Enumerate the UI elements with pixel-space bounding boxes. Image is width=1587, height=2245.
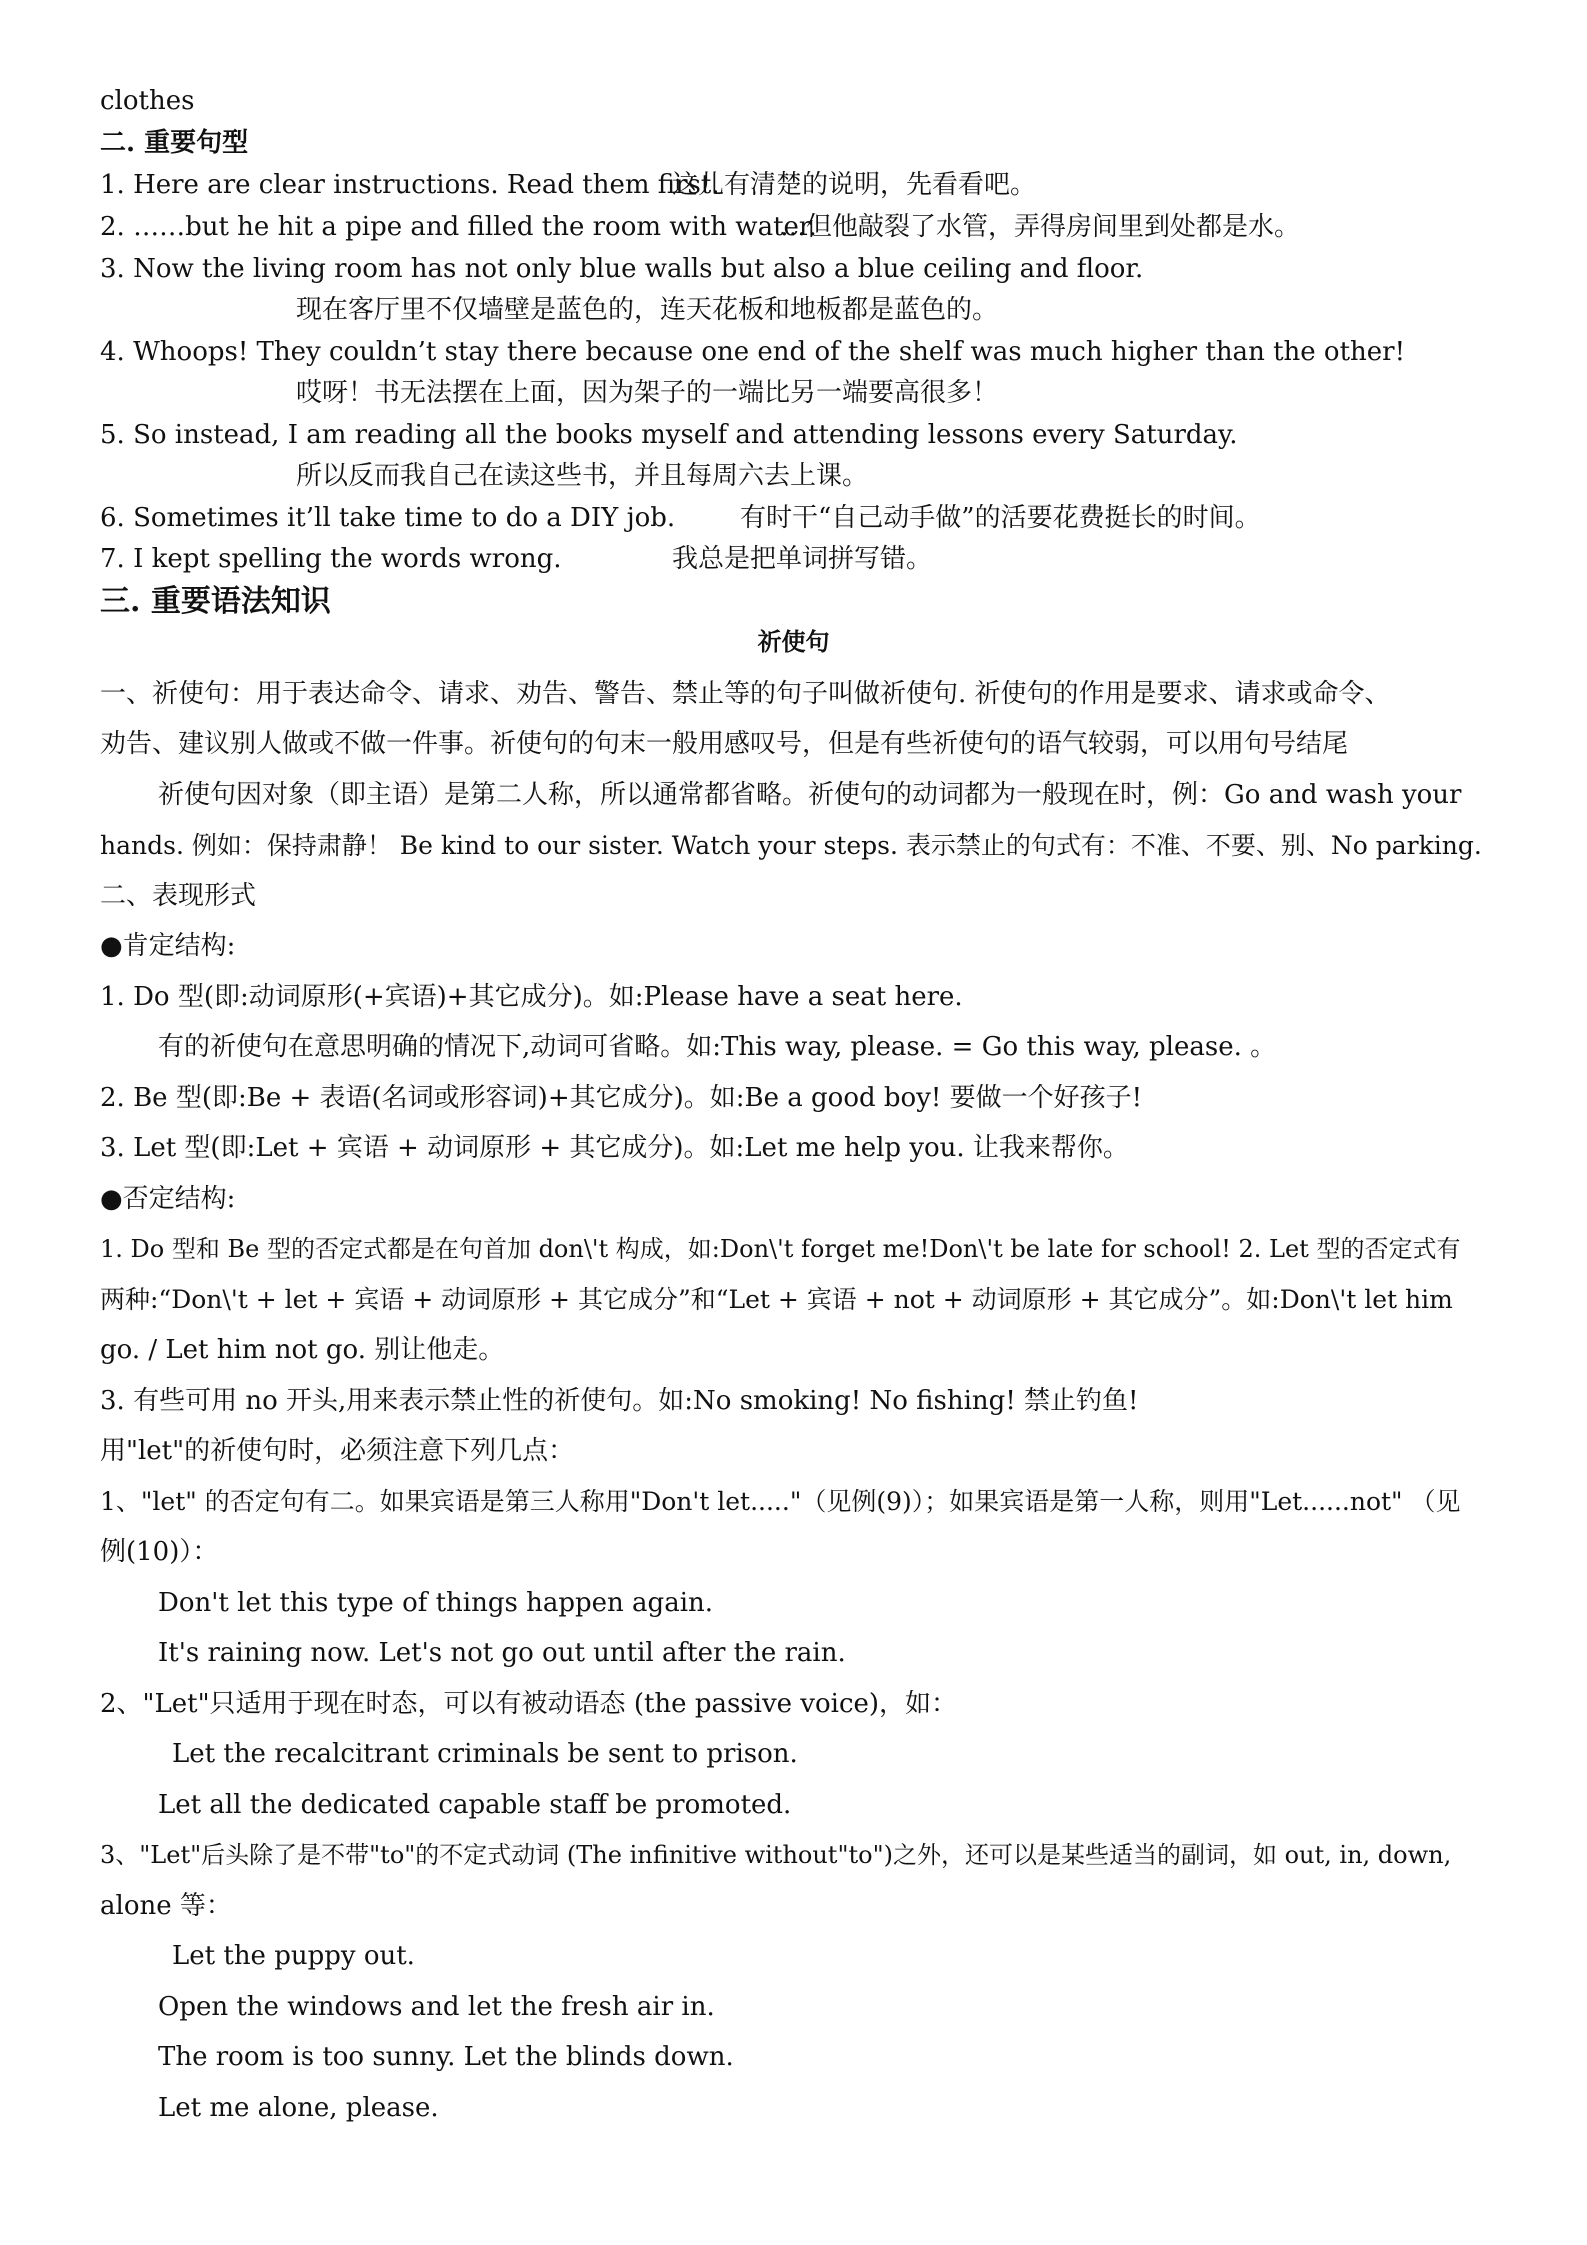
- negative-line-1: 1. Do 型和 Be 型的否定式都是在句首加 don\'t 构成，如:Don\'t forget me!Don\'t be late for school! 2. Let 型的否定式有: [100, 1235, 1461, 1263]
- positive-2: 2. Be 型(即:Be + 表语(名词或形容词)+其它成分)。如:Be a good boy! 要做一个好孩子!: [100, 1083, 1143, 1113]
- sentence-5-zh: 所以反而我自己在读这些书，并且每周六去上课。: [296, 461, 869, 491]
- sentence-1-zh: 这儿有清楚的说明，先看看吧。: [672, 170, 1037, 200]
- definition-line-2: 劝告、建议别人做或不做一件事。祈使句的句末一般用感叹号，但是有些祈使句的语气较弱，可以用句号结尾: [100, 729, 1349, 759]
- let-point-1-example-2: It's raining now. Let's not go out until after the rain.: [158, 1638, 846, 1668]
- let-point-3-example-3: The room is too sunny. Let the blinds down.: [158, 2042, 734, 2072]
- let-point-3-example-1: Let the puppy out.: [172, 1941, 415, 1971]
- positive-1: 1. Do 型(即:动词原形(+宾语)+其它成分)。如:Please have a seat here.: [100, 982, 963, 1012]
- sentence-4-en: 4. Whoops! They couldn’t stay there because one end of the shelf was much higher than the other!: [100, 337, 1406, 367]
- paragraph-line-2: hands. 例如：保持肃静！ Be kind to our sister. Watch your steps. 表示禁止的句式有：不准、不要、别、No parking.: [100, 831, 1482, 860]
- negative-line-2: 两种:“Don\'t + let + 宾语 + 动词原形 + 其它成分”和“Let + 宾语 + not + 动词原形 + 其它成分”。如:Don\'t let him: [100, 1285, 1453, 1314]
- top-word: clothes: [100, 86, 195, 116]
- sentence-2-zh: …但他敲裂了水管，弄得房间里到处都是水。: [780, 212, 1301, 242]
- section2-title: 二. 重要句型: [100, 128, 249, 158]
- let-point-3-example-4: Let me alone, please.: [158, 2093, 439, 2123]
- negative-line-3: go. / Let him not go. 别让他走。: [100, 1335, 505, 1365]
- definition-line-1: 一、祈使句：用于表达命令、请求、劝告、警告、禁止等的句子叫做祈使句. 祈使句的作用是要求、请求或命令、: [100, 679, 1391, 709]
- let-point-3-line-1: 3、"Let"后头除了是不带"to"的不定式动词 (The infinitive without"to")之外，还可以是某些适当的副词，如 out, in, down,: [100, 1841, 1452, 1869]
- let-point-1-line-2: 例(10)）：: [100, 1537, 219, 1567]
- forms-title: 二、表现形式: [100, 881, 257, 911]
- positive-title: ●肯定结构:: [100, 931, 236, 961]
- let-point-1-example-1: Don't let this type of things happen again.: [158, 1588, 714, 1618]
- let-point-2: 2、"Let"只适用于现在时态，可以有被动语态 (the passive voice)，如：: [100, 1689, 958, 1719]
- positive-3: 3. Let 型(即:Let + 宾语 + 动词原形 + 其它成分)。如:Let me help you. 让我来帮你。: [100, 1133, 1129, 1163]
- sentence-3-en: 3. Now the living room has not only blue walls but also a blue ceiling and floor.: [100, 254, 1144, 284]
- let-point-3-example-2: Open the windows and let the fresh air in.: [158, 1992, 715, 2022]
- sentence-7-en: 7. I kept spelling the words wrong.: [100, 544, 562, 574]
- negative-3: 3. 有些可用 no 开头,用来表示禁止性的祈使句。如:No smoking! No fishing! 禁止钓鱼!: [100, 1386, 1139, 1416]
- positive-1-note: 有的祈使句在意思明确的情况下,动词可省略。如:This way, please. = Go this way, please. 。: [158, 1032, 1277, 1062]
- sentence-5-en: 5. So instead, I am reading all the books myself and attending lessons every Saturday.: [100, 420, 1238, 450]
- let-point-2-example-2: Let all the dedicated capable staff be promoted.: [158, 1790, 792, 1820]
- sentence-6-en: 6. Sometimes it’ll take time to do a DIY job.: [100, 503, 676, 533]
- let-point-2-example-1: Let the recalcitrant criminals be sent to prison.: [172, 1739, 798, 1769]
- sentence-2-en: 2. ……but he hit a pipe and filled the room with water.: [100, 212, 817, 242]
- sentence-6-zh: 有时干“自己动手做”的活要花费挺长的时间。: [740, 503, 1261, 533]
- paragraph-line-1: 祈使句因对象（即主语）是第二人称，所以通常都省略。祈使句的动词都为一般现在时，例：Go and wash your: [158, 780, 1462, 810]
- let-point-1-line-1: 1、"let" 的否定句有二。如果宾语是第三人称用"Don't let....."（见例(9)）；如果宾语是第一人称，则用"Let......not" （见: [100, 1487, 1461, 1516]
- sentence-1-en: 1. Here are clear instructions. Read them first.: [100, 170, 720, 200]
- sentence-4-zh: 哎呀！书无法摆在上面，因为架子的一端比另一端要高很多！: [296, 378, 999, 408]
- sentence-7-zh: 我总是把单词拼写错。: [672, 544, 933, 574]
- sentence-3-zh: 现在客厅里不仅墙壁是蓝色的，连天花板和地板都是蓝色的。: [296, 295, 999, 325]
- let-point-3-line-2: alone 等：: [100, 1891, 232, 1921]
- section3-subtitle: 祈使句: [757, 627, 830, 656]
- section3-title: 三. 重要语法知识: [100, 584, 331, 619]
- let-intro: 用"let"的祈使句时，必须注意下列几点：: [100, 1436, 575, 1466]
- negative-title: ●否定结构:: [100, 1184, 236, 1214]
